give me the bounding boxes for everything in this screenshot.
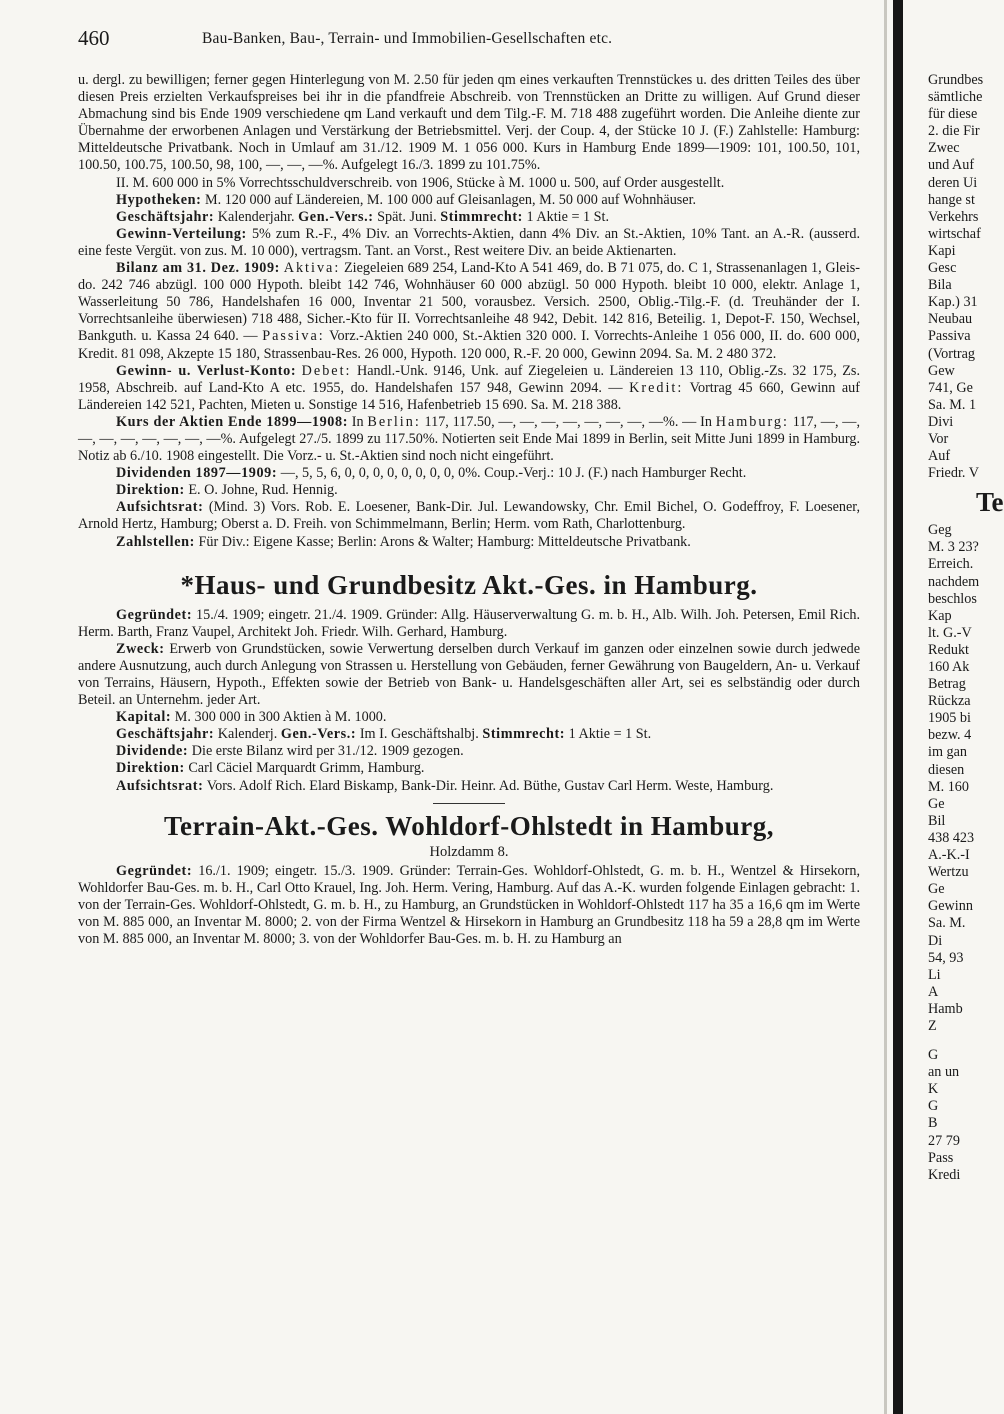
passiva-text: Vorz.-Aktien 240 000, St.-Aktien 320 000. I. Vorrechts-Anleihe 1 056 000, II. do. 600 000, Kredit. 81 098, Akzepte 15 180, Strassenbau-Res. 26 000, Hypoth. 120 000, R.-F. 20 000, Gewinn 2094. Sa. M. 2 480 372. — [78, 328, 860, 362]
kurs-hamburg-label: Hamburg: — [715, 413, 789, 430]
kapital-label: Kapital: — [116, 709, 172, 726]
passiva-label: Passiva: — [262, 328, 325, 345]
gv-text: Spät. Juni. — [377, 208, 437, 225]
dividenden-label: Dividenden 1897—1909: — [116, 465, 278, 482]
kurs-in-1: In — [351, 413, 364, 430]
adjacent-line: Sa. M. — [928, 915, 966, 932]
zahlstellen-label: Zahlstellen: — [116, 533, 195, 550]
adjacent-line: Gewinn — [928, 898, 973, 915]
adjacent-line: 54, 93 — [928, 949, 964, 966]
aufsichtsrat-entry-2 — [78, 778, 860, 795]
debet-label: Debet: — [301, 362, 352, 379]
adjacent-line: Passiva — [928, 328, 971, 345]
adjacent-line: 160 Ak — [928, 659, 970, 675]
bilanz-label: Bilanz am 31. Dez. 1909: — [116, 260, 280, 277]
direktion-entry-2 — [78, 760, 860, 777]
dividenden-entry — [78, 465, 860, 482]
dividende-entry — [78, 743, 860, 760]
adjacent-lines-3 — [928, 1047, 1000, 1184]
adjacent-line: 741, Ge — [928, 379, 973, 396]
adjacent-line: sämtliche — [928, 89, 983, 106]
adjacent-line: lt. G.-V — [928, 624, 972, 641]
adjacent-line: bezw. 4 — [928, 727, 972, 744]
aktiva-label: Aktiva: — [283, 260, 341, 277]
adjacent-line: hange st — [928, 191, 975, 208]
adjacent-line: Kredi — [928, 1166, 961, 1183]
adjacent-lines-1 — [928, 72, 1000, 482]
adjacent-line: Gesc — [928, 260, 957, 277]
direktion-label-2: Direktion: — [116, 760, 185, 777]
bond-paragraph-2: II. M. 600 000 in 5% Vorrechtsschuldverschreib. von 1906, Stücke à M. 1000 u. 500, auf Order ausgestellt. — [116, 174, 725, 191]
section-terrain-wohldorf — [78, 810, 860, 948]
kurs-hamburg-text: 117, —, —, —, —, —, —, —, —, —%. Aufgelegt 27./5. 1899 zu 117.50%. Notierten seit Ende Mai 1899 in Berlin, seit Mitte Juni 1899 in Hamburg. Notiz ab 6./10. 1908 eingestellt. Die Vorz.- u. St.-Aktien sind noch nicht eingeführt. — [78, 413, 861, 465]
gj-label: Geschäftsjahr: — [116, 208, 215, 225]
adjacent-line: Li — [928, 966, 941, 983]
kurs-berlin-label: Berlin: — [367, 413, 421, 430]
page-gutter — [893, 0, 903, 1414]
adjacent-line: Betrag — [928, 676, 966, 693]
adjacent-line: beschlos — [928, 590, 977, 607]
adjacent-line: Ge — [928, 881, 945, 898]
gv-label-2: Gen.-Vers.: — [280, 726, 357, 743]
adjacent-page-fragment — [928, 72, 1004, 1184]
adjacent-line: Pass — [928, 1149, 954, 1166]
kapital-text: M. 300 000 in 300 Aktien à M. 1000. — [174, 709, 387, 726]
adjacent-line: an un — [928, 1064, 960, 1081]
direktion-label: Direktion: — [116, 482, 185, 499]
adjacent-line: B — [928, 1115, 938, 1132]
stimmrecht-label: Stimmrecht: — [440, 208, 523, 225]
gegruendet-text: 15./4. 1909; eingetr. 21./4. 1909. Gründer: Allg. Häuserverwaltung G. m. b. H., Alb. Wilh. Joh. Petersen, Emil Rich. Herm. Barth, Franz Vaupel, Architekt Joh. Friedr. Wilh. Gerhard, Hamburg. — [78, 606, 861, 640]
adjacent-line: G — [928, 1047, 939, 1064]
gj-label-2: Geschäftsjahr: — [116, 726, 215, 743]
dividenden-text: —, 5, 5, 6, 0, 0, 0, 0, 0, 0, 0, 0, 0%. Coup.-Verj.: 10 J. (F.) nach Hamburger Recht. — [280, 465, 747, 482]
gewinn-verteilung-entry — [78, 226, 860, 260]
page-header — [78, 26, 860, 56]
adjacent-line: M. 3 23? — [928, 539, 979, 556]
adjacent-line: Vor — [928, 430, 949, 447]
kurs-entry — [78, 414, 860, 465]
kredit-label: Kredit: — [629, 379, 684, 396]
gewinn-verlust-label: Gewinn- u. Verlust-Konto: — [116, 362, 297, 379]
gegruendet-label-3: Gegründet: — [116, 862, 193, 879]
adjacent-line: M. 160 — [928, 778, 969, 795]
adjacent-line: Verkehrs — [928, 208, 979, 225]
adjacent-line: K — [928, 1081, 939, 1098]
adjacent-lines-2 — [928, 522, 1000, 1035]
adjacent-line: Zwec — [928, 140, 960, 157]
adjacent-line: Friedr. V — [928, 465, 979, 482]
adjacent-line: Divi — [928, 413, 954, 430]
kurs-berlin-text: 117, 117.50, —, —, —, —, —, —, —, —%. — — [424, 413, 697, 430]
company-heading-terrain-wohldorf: Terrain-Akt.-Ges. Wohldorf-Ohlstedt in Hamburg, — [163, 810, 775, 841]
aufsichtsrat-text-2: Vors. Adolf Rich. Elard Biskamp, Bank-Dir. Heinr. Ad. Büthe, Gustav Carl Herm. Weste, Hamburg. — [206, 777, 774, 794]
adjacent-line: G — [928, 1098, 939, 1115]
aktiva-text: Ziegeleien 689 254, Land-Kto A 541 469, do. B 71 075, do. C 1, Strassenanlagen 1, Gleis- do. 242 746 abzügl. 100 000 Hypoth. bleibt 142 746, Wohnhäuser 60 000 abzügl. 50 000 Hypoth. bleibt 10 000, elektr. Anlage 1, Wasserleitung 50 786, Handelshafen 16 000, Inventar 21 500, vorausbez. Versich. 2500, Oblig.-Tilg.-F. (d. Treuhänder der I. Vorrechtsanleihe überwiesen) 718 488, Sicher.-Kto für II. Vorrechtsanleihe 48 942, Debit. 142 816, Beteilig. 1, Depot-F. 150, Wechsel, Bankguth. u. Kassa 24 640. — — [78, 260, 861, 345]
adjacent-line: Gew — [928, 362, 955, 379]
adjacent-line: A — [928, 983, 939, 1000]
section-divider — [433, 803, 505, 804]
section-haus-grundbesitz — [78, 569, 860, 804]
adjacent-line: Bila — [928, 277, 952, 294]
adjacent-line: (Vortrag — [928, 345, 976, 362]
adjacent-line: Geg — [928, 522, 952, 539]
zahlstellen-text: Für Div.: Eigene Kasse; Berlin: Arons & Walter; Hamburg: Mitteldeutsche Privatbank. — [198, 533, 691, 550]
gj-text-2: Kalenderj. — [217, 726, 278, 743]
direktion-text: E. O. Johne, Rud. Hennig. — [188, 482, 338, 499]
adjacent-line: Wertzu — [928, 864, 969, 881]
zweck-label: Zweck: — [116, 640, 165, 657]
adjacent-line: 2. die Fir — [928, 123, 980, 140]
gegruendet-entry-3 — [78, 863, 860, 948]
adjacent-line: Neubau — [928, 311, 973, 328]
adjacent-line: Sa. M. 1 — [928, 396, 977, 413]
gv-text-2: Im I. Geschäftshalbj. — [359, 726, 479, 743]
debet-text: Handl.-Unk. 9146, Unk. auf Ziegeleien u. Ländereien 13 110, Oblig.-Zs. 32 175, Zs. 1958, Abschreib. auf Land-Kto A etc. 1955, do. Handelshafen 157 948, Gewinn 2094. — — [78, 362, 860, 396]
adjacent-line: deren Ui — [928, 174, 978, 191]
main-column — [78, 72, 860, 948]
geschaeftsjahr-entry-2 — [78, 726, 860, 743]
adjacent-line: im gan — [928, 744, 968, 761]
adjacent-line: Z — [928, 1017, 937, 1034]
gewinn-verteilung-text: 5% zum R.-F., 4% Div. an Vorrechts-Aktien, dann 4% Div. an St.-Aktien, 10% Tant. an A.-R. (ausserd. eine feste Vergüt. von zus. M. 10 000), vertragsm. Tant. an Vorst., Rest weitere Div. an beide Aktienarten. — [78, 225, 860, 259]
adjacent-line: Auf — [928, 448, 951, 465]
dividende-text: Die erste Bilanz wird per 31./12. 1909 gezogen. — [191, 743, 464, 760]
aufsichtsrat-entry — [78, 499, 860, 533]
gewinn-verteilung-label: Gewinn-Verteilung: — [116, 225, 247, 242]
gewinn-verlust-entry — [78, 363, 860, 414]
kurs-label: Kurs der Aktien Ende 1899—1908: — [116, 413, 349, 430]
direktion-entry — [78, 482, 860, 499]
adjacent-line: Ge — [928, 795, 945, 812]
direktion-text-2: Carl Cäciel Marquardt Grimm, Hamburg. — [188, 760, 425, 777]
adjacent-heading-fragment: Te — [976, 487, 1004, 518]
adjacent-line: Erreich. — [928, 556, 974, 573]
zweck-text: Erwerb von Grundstücken, sowie Verwertung derselben durch Verkauf im ganzen oder einzelnen sowie durch jedwede andere Ausnutzung, auch durch Anlegung von Strassen u. Herstellung von Gebäuden, ferner Gewährung von Baugeldern, An- u. Verkauf von Terrains, Häusern, Hypoth., Effekten sowie der Betrieb von Bank- u. Handelsgeschäften aller Art, sei es selbständig oder durch Beteil. an Unternehm. jeder Art. — [78, 640, 861, 709]
stimmrecht-label-2: Stimmrecht: — [482, 726, 566, 743]
adjacent-line: Hamb — [928, 1000, 963, 1017]
adjacent-line: Bil — [928, 812, 946, 829]
company-address: Holzdamm 8. — [429, 843, 509, 860]
hypotheken-label: Hypotheken: — [116, 191, 202, 208]
bilanz-entry — [78, 260, 860, 363]
geschaeftsjahr-entry — [78, 209, 860, 226]
dividende-label: Dividende: — [116, 743, 189, 760]
bond-paragraph-1: u. dergl. zu bewilligen; ferner gegen Hinterlegung von M. 2.50 für jeden qm eines verkauften Trennstückes u. des dritten Teiles des über diesen Preis erzielten Verkaufspreises bei ihr in die pfandfreie Abschreib. von Trennstücken an Dritte zu willigen. Auf Grund dieser Abmachung sind bis Ende 1909 verschiedene qm Land verkauft und dem Tilg.-F. M. 718 488 zugeführt worden. Die Anleihe diente zur Übernahme der erworbenen Anlagen und Verstärkung der Betriebsmittel. Verj. der Coup. 4, der Stücke 10 J. (F.) Zahlstelle: Hamburg: Mitteldeutsche Privatbank. Noch in Umlauf am 31./12. 1909 M. 1 056 000. Kurs in Hamburg Ende 1899—1909: 101, 100.50, 101, 100.50, 100.75, 100.50, 98, 100, —, —, —%. Aufgelegt 16./3. 1899 zu 101.75%. — [78, 72, 860, 174]
stimmrecht-text-2: 1 Aktie = 1 St. — [568, 726, 652, 743]
company-heading-haus-grundbesitz: *Haus- und Grundbesitz Akt.-Ges. in Hamburg. — [180, 569, 758, 600]
adjacent-line: 1905 bi — [928, 710, 971, 727]
adjacent-line: für diese — [928, 106, 978, 123]
section-bau-terrain-continued — [78, 72, 860, 551]
aufsichtsrat-text: (Mind. 3) Vors. Rob. E. Loesener, Bank-Dir. Jul. Lewandowsky, Chr. Emil Bichel, O. Godeffroy, F. Loesener, Arnold Hertz, Hamburg; Oberst a. D. Freih. von Schimmelmann, Berlin; Herm. vom Rath, Charlottenburg. — [78, 499, 861, 533]
kapital-entry — [78, 709, 860, 726]
aufsichtsrat-label-2: Aufsichtsrat: — [116, 777, 204, 794]
gegruendet-text-3: 16./1. 1909; eingetr. 15./3. 1909. Gründer: Terrain-Ges. Wohldorf-Ohlstedt, G. m. b. H., Wentzel & Hirsekorn, Wohldorfer Bau-Ges. m. b. H., Carl Otto Krauel, Ing. Joh. Herm. Vering, Hamburg. Auf das A.-K. wurden folgende Einlagen gebracht: 1. von der Terrain-Ges. Wohldorf-Ohlstedt, G. m. b. H., zu Hamburg, an Grundstücken in Wohldorf-Ohlstedt 117 ha 35 a 16,6 qm im Werte von M. 885 000, an Inventar M. 8000; 2. von der Firma Wentzel & Hirsekorn in Hamburg an Grundbesitz 118 ha 59 a 28,8 qm im Werte von M. 885 000, an Inventar M. 8000; 3. von der Wohldorfer Bau-Ges. m. b. H. zu Hamburg an — [78, 862, 860, 948]
kredit-text: Vortrag 45 660, Gewinn auf Ländereien 142 521, Pachten, Mieten u. Sonstige 14 516, Hafenbetrieb 15 690. Sa. M. 218 388. — [78, 379, 861, 413]
page-number: 460 — [78, 26, 110, 50]
adjacent-line: diesen — [928, 761, 965, 778]
adjacent-line: 438 423 — [928, 829, 975, 846]
hypotheken-text: M. 120 000 auf Ländereien, M. 100 000 auf Gleisanlagen, M. 50 000 auf Wohnhäuser. — [204, 191, 697, 208]
adjacent-line: und Auf — [928, 157, 975, 174]
aufsichtsrat-label: Aufsichtsrat: — [116, 499, 204, 516]
adjacent-line: wirtschaf — [928, 225, 981, 242]
kurs-in-2: In — [700, 413, 712, 430]
adjacent-line: 27 79 — [928, 1132, 960, 1149]
stimmrecht-text: 1 Aktie = 1 St. — [526, 208, 610, 225]
running-title: Bau-Banken, Bau-, Terrain- und Immobilien-Gesellschaften etc. — [202, 30, 613, 47]
adjacent-line: A.-K.-I — [928, 847, 970, 864]
hypotheken-entry — [78, 192, 860, 209]
gegruendet-label: Gegründet: — [116, 606, 193, 623]
page-edge-shadow — [884, 0, 887, 1414]
adjacent-line: Rückza — [928, 693, 971, 710]
adjacent-line: Kap — [928, 607, 952, 624]
adjacent-line: Redukt — [928, 641, 969, 658]
adjacent-line: nachdem — [928, 573, 980, 590]
adjacent-line: Kap.) 31 — [928, 294, 978, 311]
adjacent-line: Grundbes — [928, 72, 984, 88]
gj-text: Kalenderjahr. — [217, 208, 295, 225]
zweck-entry — [78, 641, 860, 709]
gv-label: Gen.-Vers.: — [298, 208, 374, 225]
gegruendet-entry — [78, 607, 860, 641]
adjacent-line: Kapi — [928, 242, 956, 259]
adjacent-line: Di — [928, 932, 943, 949]
zahlstellen-entry — [78, 534, 860, 551]
